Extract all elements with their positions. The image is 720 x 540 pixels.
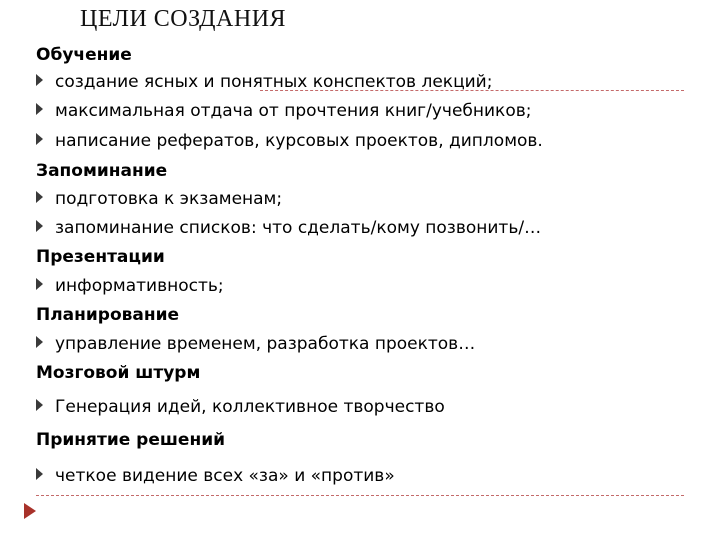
- section-heading-decisions: Принятие решений: [36, 430, 226, 450]
- triangle-bullet-icon: [36, 74, 43, 86]
- list-item: подготовка к экзаменам;: [36, 188, 282, 210]
- dashed-rule: [36, 495, 684, 496]
- corner-triangle-icon: [24, 503, 36, 519]
- triangle-bullet-icon: [36, 278, 43, 290]
- triangle-bullet-icon: [36, 399, 43, 411]
- list-item: информативность;: [36, 275, 224, 297]
- section-heading-learning: Обучение: [36, 45, 132, 65]
- triangle-bullet-icon: [36, 133, 43, 145]
- triangle-bullet-icon: [36, 103, 43, 115]
- list-item: управление временем, разработка проектов…: [36, 333, 475, 355]
- triangle-bullet-icon: [36, 191, 43, 203]
- triangle-bullet-icon: [36, 336, 43, 348]
- section-heading-presentations: Презентации: [36, 247, 165, 267]
- page-title: ЦЕЛИ СОЗДАНИЯ: [80, 6, 287, 32]
- section-heading-memorization: Запоминание: [36, 161, 168, 181]
- list-item: Генерация идей, коллективное творчество: [36, 396, 445, 418]
- list-item: четкое видение всех «за» и «против»: [36, 465, 395, 487]
- list-item: максимальная отдача от прочтения книг/учебников;: [36, 100, 531, 122]
- section-heading-brainstorm: Мозговой штурм: [36, 363, 201, 383]
- dashed-rule: [260, 90, 684, 91]
- triangle-bullet-icon: [36, 468, 43, 480]
- triangle-bullet-icon: [36, 220, 43, 232]
- list-item: создание ясных и понятных конспектов лекций;: [36, 71, 492, 93]
- section-heading-planning: Планирование: [36, 305, 180, 325]
- list-item: написание рефератов, курсовых проектов, дипломов.: [36, 130, 543, 152]
- list-item: запоминание списков: что сделать/кому позвонить/…: [36, 217, 541, 239]
